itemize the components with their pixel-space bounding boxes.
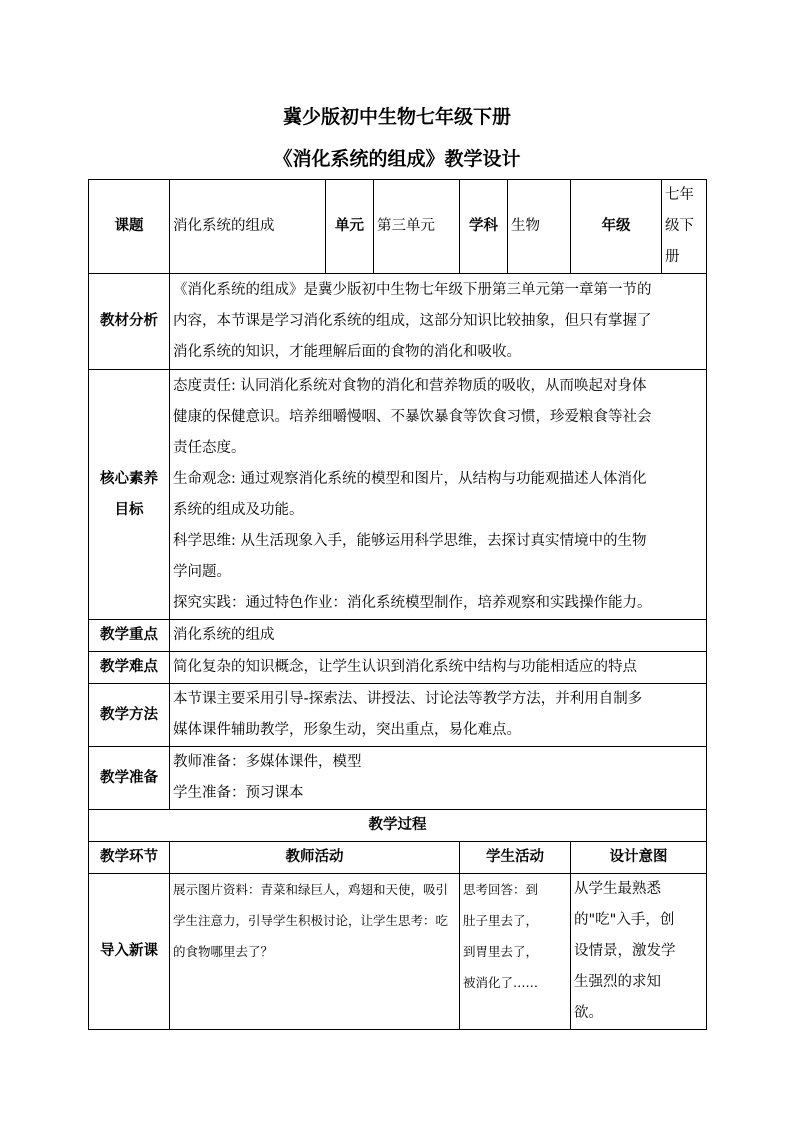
text-line: 从学生最熟悉: [574, 881, 661, 897]
text-line: 消化系统的知识，才能理解后面的食物的消化和吸收。: [173, 344, 521, 360]
difficulty-value: 简化复杂的知识概念，让学生认识到消化系统中结构与功能相适应的特点: [170, 652, 707, 684]
method-row: [89, 684, 707, 747]
text-line: 肚子里去了，: [463, 913, 539, 928]
method-content: [170, 684, 707, 747]
preparation-row: [89, 747, 707, 810]
text-line: 展示图片资料：青菜和绿巨人，鸡翅和天使，吸引: [173, 882, 449, 897]
col-intent-header: 设计意图: [571, 842, 707, 874]
difficulty-label: 教学难点: [89, 652, 170, 684]
text-line: 科学思维: 从生活现象入手，能够运用科学思维，去探讨真实情境中的生物: [173, 532, 647, 549]
design-intent: [571, 874, 707, 1030]
document-subtitle: 《消化系统的组成》教学设计: [273, 148, 521, 170]
difficulty-row: [89, 652, 707, 684]
text-line: 《消化系统的组成》是冀少版初中生物七年级下册第三单元第一章第一节的: [173, 282, 652, 298]
text-line: 学问题。: [173, 563, 231, 580]
text-line: 生强烈的求知: [574, 974, 661, 990]
info-row: [89, 180, 707, 274]
col-student-header: 学生活动: [460, 842, 571, 874]
preparation-label: 教学准备: [89, 747, 170, 810]
text-line: 内容，本节课是学习消化系统的组成，这部分知识比较抽象，但只有掌握了: [173, 313, 652, 329]
core-goals-label-line: 目标: [114, 501, 144, 518]
text-line: 设情景，激发学: [574, 943, 676, 959]
text-line: 被消化了……: [463, 975, 539, 990]
core-goals-content: [170, 370, 707, 620]
unit-label: 单元: [326, 180, 374, 274]
teacher-activity: [170, 874, 460, 1030]
core-goals-row: [89, 370, 707, 620]
text-line: 媒体课件辅助教学，形象生动，突出重点，易化难点。: [173, 722, 521, 738]
text-line: 到胃里去了，: [463, 944, 539, 959]
lesson-plan-table: [88, 179, 707, 1030]
process-header-row: [89, 810, 707, 842]
text-line: 思考回答：到: [463, 882, 539, 897]
text-line: 本节课主要采用引导-探索法、讲授法、讨论法等教学方法，并利用自制多: [173, 691, 643, 707]
subject-value: 生物: [508, 180, 571, 274]
process-columns-row: [89, 842, 707, 874]
text-line: 系统的组成及功能。: [173, 501, 304, 518]
text-line: 生命观念: 通过观察消化系统的模型和图片，从结构与功能观描述人体消化: [173, 470, 647, 487]
unit-value: 第三单元: [374, 180, 460, 274]
text-line: 健康的保健意识。培养细嚼慢咽、不暴饮暴食等饮食习惯，珍爱粮食等社会: [173, 408, 652, 425]
subject-label: 学科: [460, 180, 508, 274]
textbook-analysis-label: 教材分析: [89, 274, 170, 370]
preparation-content: [170, 747, 707, 810]
topic-value: 消化系统的组成: [170, 180, 326, 274]
text-line: 学生准备：预习课本: [173, 785, 304, 801]
text-line: 学生注意力，引导学生积极讨论，让学生思考：吃: [173, 913, 449, 928]
stage-label: 导入新课: [89, 874, 170, 1030]
textbook-analysis-content: [170, 274, 707, 370]
core-goals-label: [89, 370, 170, 620]
process-header: 教学过程: [89, 810, 707, 842]
key-point-label: 教学重点: [89, 620, 170, 652]
text-line: 态度责任: 认同消化系统对食物的消化和营养物质的吸收，从而唤起对身体: [173, 377, 647, 394]
text-line: 教师准备：多媒体课件，模型: [173, 754, 362, 770]
process-row-intro: [89, 874, 707, 1030]
text-line: 欲。: [574, 1005, 603, 1021]
student-activity: [460, 874, 571, 1030]
col-teacher-header: 教师活动: [170, 842, 460, 874]
grade-label: 年级: [571, 180, 662, 274]
document-title: 冀少版初中生物七年级下册: [282, 106, 511, 128]
topic-label: 课题: [89, 180, 170, 274]
text-line: 责任态度。: [173, 439, 246, 456]
col-stage-header: 教学环节: [89, 842, 170, 874]
text-line: 的食物哪里去了？: [173, 944, 274, 959]
textbook-analysis-row: [89, 274, 707, 370]
text-line: 的"吃"入手，创: [574, 912, 675, 928]
key-point-row: [89, 620, 707, 652]
text-line: 探究实践：通过特色作业：消化系统模型制作，培养观察和实践操作能力。: [173, 594, 652, 611]
core-goals-label-line: 核心素养: [100, 470, 158, 487]
method-label: 教学方法: [89, 684, 170, 747]
grade-value: 七年级下册: [662, 180, 707, 274]
key-point-value: 消化系统的组成: [170, 620, 707, 652]
